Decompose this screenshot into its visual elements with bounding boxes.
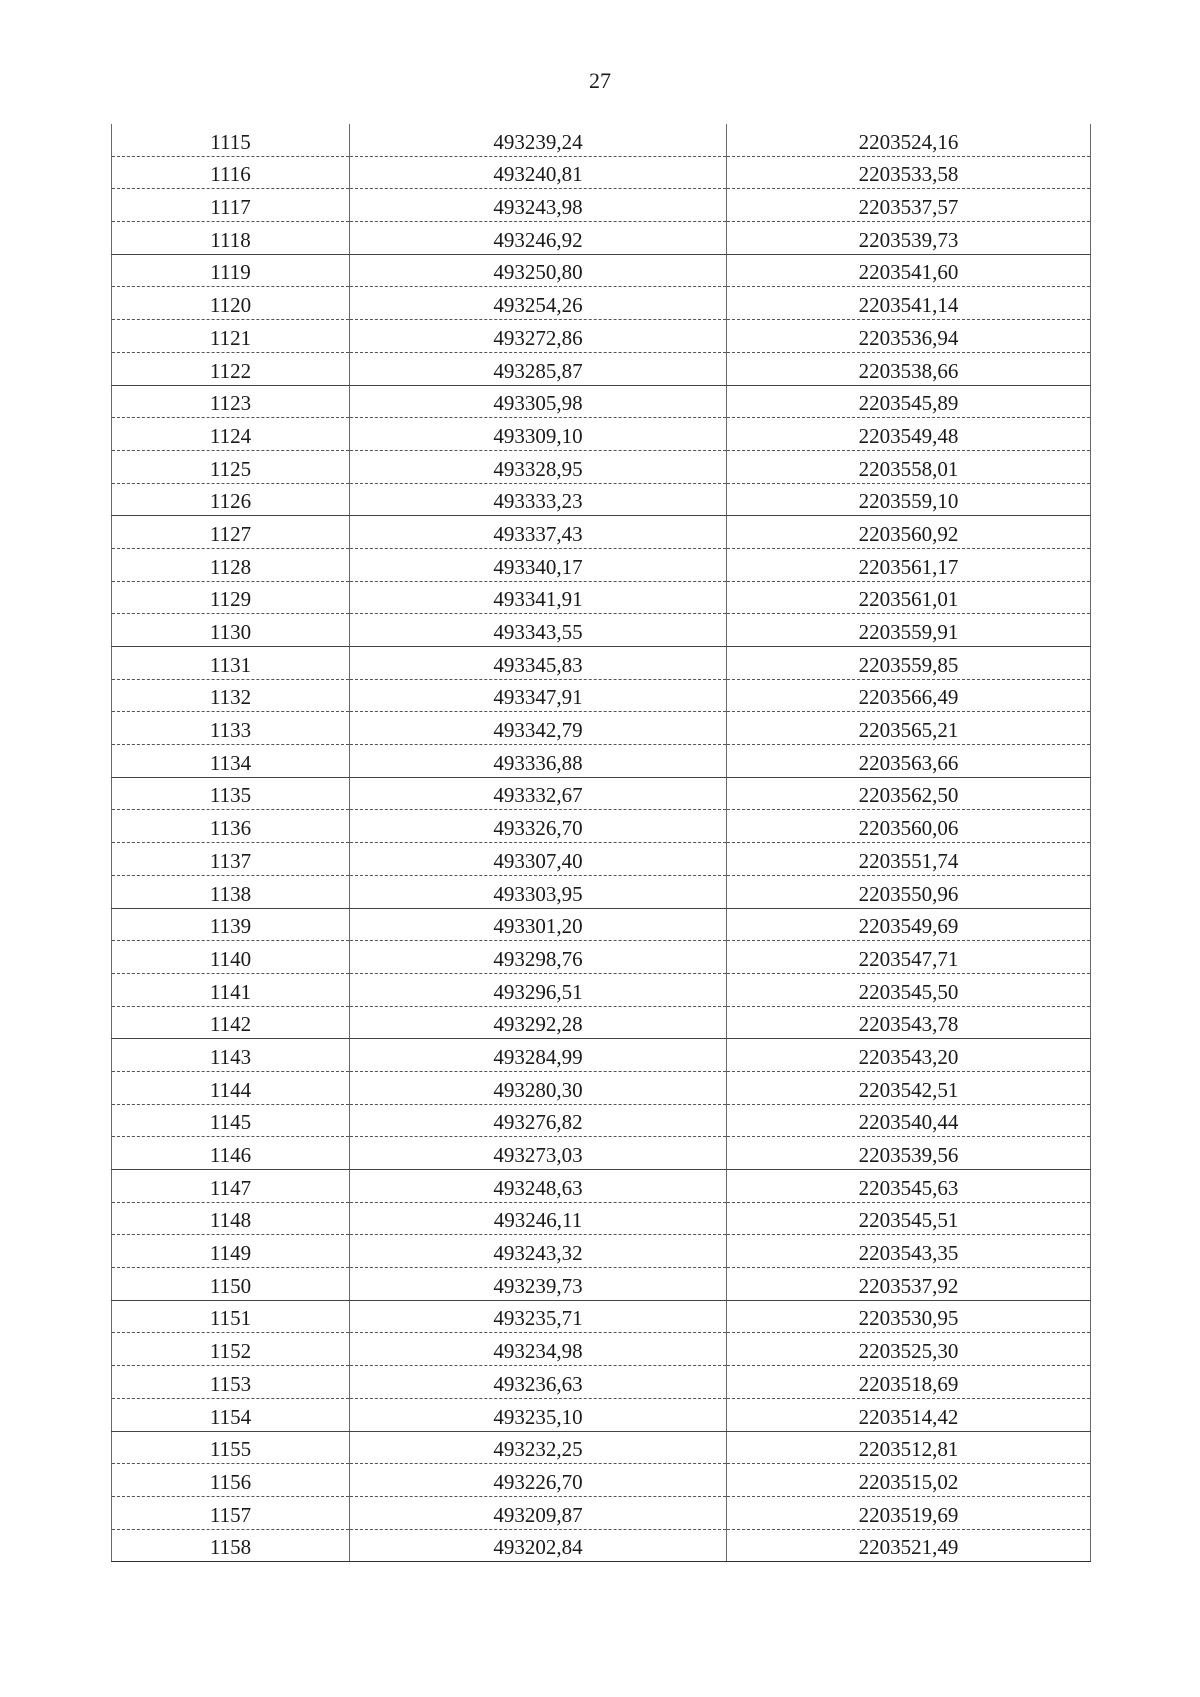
y-coordinate-cell: 2203543,35 <box>727 1235 1091 1268</box>
x-coordinate-cell: 493343,55 <box>350 614 727 647</box>
table-row <box>112 1300 1091 1333</box>
table-row <box>112 1366 1091 1399</box>
point-number-cell: 1138 <box>112 875 350 908</box>
table-row <box>112 1170 1091 1203</box>
point-number-cell: 1158 <box>112 1529 350 1562</box>
table-row <box>112 222 1091 255</box>
y-coordinate-cell: 2203559,85 <box>727 647 1091 680</box>
x-coordinate-cell: 493254,26 <box>350 287 727 320</box>
table-row <box>112 1529 1091 1562</box>
x-coordinate-cell: 493328,95 <box>350 450 727 483</box>
y-coordinate-cell: 2203512,81 <box>727 1431 1091 1464</box>
table-row <box>112 1268 1091 1301</box>
point-number-cell: 1156 <box>112 1464 350 1497</box>
y-coordinate-cell: 2203545,50 <box>727 973 1091 1006</box>
y-coordinate-cell: 2203521,49 <box>727 1529 1091 1562</box>
x-coordinate-cell: 493298,76 <box>350 941 727 974</box>
table-row <box>112 745 1091 778</box>
table-row <box>112 516 1091 549</box>
x-coordinate-cell: 493234,98 <box>350 1333 727 1366</box>
table-row <box>112 614 1091 647</box>
table-row <box>112 483 1091 516</box>
point-number-cell: 1146 <box>112 1137 350 1170</box>
point-number-cell: 1157 <box>112 1496 350 1529</box>
y-coordinate-cell: 2203530,95 <box>727 1300 1091 1333</box>
y-coordinate-cell: 2203539,56 <box>727 1137 1091 1170</box>
x-coordinate-cell: 493248,63 <box>350 1170 727 1203</box>
point-number-cell: 1125 <box>112 450 350 483</box>
table-row <box>112 1039 1091 1072</box>
point-number-cell: 1154 <box>112 1398 350 1431</box>
x-coordinate-cell: 493332,67 <box>350 777 727 810</box>
y-coordinate-cell: 2203566,49 <box>727 679 1091 712</box>
table-row <box>112 810 1091 843</box>
x-coordinate-cell: 493246,92 <box>350 222 727 255</box>
table-row <box>112 450 1091 483</box>
y-coordinate-cell: 2203518,69 <box>727 1366 1091 1399</box>
point-number-cell: 1127 <box>112 516 350 549</box>
coordinates-table-body <box>112 124 1091 1562</box>
point-number-cell: 1119 <box>112 254 350 287</box>
table-row <box>112 320 1091 353</box>
point-number-cell: 1155 <box>112 1431 350 1464</box>
table-row <box>112 1071 1091 1104</box>
y-coordinate-cell: 2203541,14 <box>727 287 1091 320</box>
y-coordinate-cell: 2203524,16 <box>727 124 1091 156</box>
x-coordinate-cell: 493232,25 <box>350 1431 727 1464</box>
x-coordinate-cell: 493296,51 <box>350 973 727 1006</box>
x-coordinate-cell: 493337,43 <box>350 516 727 549</box>
point-number-cell: 1148 <box>112 1202 350 1235</box>
table-row <box>112 254 1091 287</box>
x-coordinate-cell: 493243,32 <box>350 1235 727 1268</box>
x-coordinate-cell: 493235,10 <box>350 1398 727 1431</box>
table-row <box>112 647 1091 680</box>
x-coordinate-cell: 493340,17 <box>350 548 727 581</box>
table-row <box>112 679 1091 712</box>
x-coordinate-cell: 493341,91 <box>350 581 727 614</box>
table-row <box>112 973 1091 1006</box>
table-row <box>112 1006 1091 1039</box>
point-number-cell: 1135 <box>112 777 350 810</box>
table-row <box>112 189 1091 222</box>
point-number-cell: 1145 <box>112 1104 350 1137</box>
point-number-cell: 1133 <box>112 712 350 745</box>
x-coordinate-cell: 493326,70 <box>350 810 727 843</box>
table-row <box>112 418 1091 451</box>
y-coordinate-cell: 2203559,10 <box>727 483 1091 516</box>
point-number-cell: 1152 <box>112 1333 350 1366</box>
table-row <box>112 287 1091 320</box>
y-coordinate-cell: 2203543,20 <box>727 1039 1091 1072</box>
y-coordinate-cell: 2203565,21 <box>727 712 1091 745</box>
y-coordinate-cell: 2203545,51 <box>727 1202 1091 1235</box>
y-coordinate-cell: 2203519,69 <box>727 1496 1091 1529</box>
y-coordinate-cell: 2203560,92 <box>727 516 1091 549</box>
table-row <box>112 843 1091 876</box>
point-number-cell: 1147 <box>112 1170 350 1203</box>
point-number-cell: 1151 <box>112 1300 350 1333</box>
point-number-cell: 1149 <box>112 1235 350 1268</box>
table-row <box>112 875 1091 908</box>
point-number-cell: 1132 <box>112 679 350 712</box>
table-row <box>112 124 1091 156</box>
y-coordinate-cell: 2203537,57 <box>727 189 1091 222</box>
table-row <box>112 581 1091 614</box>
point-number-cell: 1123 <box>112 385 350 418</box>
x-coordinate-cell: 493347,91 <box>350 679 727 712</box>
x-coordinate-cell: 493342,79 <box>350 712 727 745</box>
y-coordinate-cell: 2203514,42 <box>727 1398 1091 1431</box>
y-coordinate-cell: 2203533,58 <box>727 156 1091 189</box>
table-row <box>112 385 1091 418</box>
x-coordinate-cell: 493303,95 <box>350 875 727 908</box>
point-number-cell: 1153 <box>112 1366 350 1399</box>
point-number-cell: 1131 <box>112 647 350 680</box>
x-coordinate-cell: 493333,23 <box>350 483 727 516</box>
y-coordinate-cell: 2203563,66 <box>727 745 1091 778</box>
point-number-cell: 1128 <box>112 548 350 581</box>
y-coordinate-cell: 2203562,50 <box>727 777 1091 810</box>
y-coordinate-cell: 2203536,94 <box>727 320 1091 353</box>
x-coordinate-cell: 493246,11 <box>350 1202 727 1235</box>
x-coordinate-cell: 493243,98 <box>350 189 727 222</box>
x-coordinate-cell: 493226,70 <box>350 1464 727 1497</box>
table-row <box>112 1104 1091 1137</box>
x-coordinate-cell: 493202,84 <box>350 1529 727 1562</box>
coordinates-table <box>111 124 1091 1562</box>
table-row <box>112 352 1091 385</box>
x-coordinate-cell: 493236,63 <box>350 1366 727 1399</box>
table-row <box>112 1333 1091 1366</box>
table-row <box>112 156 1091 189</box>
y-coordinate-cell: 2203537,92 <box>727 1268 1091 1301</box>
point-number-cell: 1142 <box>112 1006 350 1039</box>
y-coordinate-cell: 2203515,02 <box>727 1464 1091 1497</box>
x-coordinate-cell: 493307,40 <box>350 843 727 876</box>
y-coordinate-cell: 2203550,96 <box>727 875 1091 908</box>
x-coordinate-cell: 493301,20 <box>350 908 727 941</box>
x-coordinate-cell: 493250,80 <box>350 254 727 287</box>
y-coordinate-cell: 2203545,63 <box>727 1170 1091 1203</box>
table-row <box>112 1202 1091 1235</box>
point-number-cell: 1126 <box>112 483 350 516</box>
x-coordinate-cell: 493280,30 <box>350 1071 727 1104</box>
table-row <box>112 1496 1091 1529</box>
y-coordinate-cell: 2203558,01 <box>727 450 1091 483</box>
point-number-cell: 1136 <box>112 810 350 843</box>
point-number-cell: 1130 <box>112 614 350 647</box>
table-row <box>112 777 1091 810</box>
y-coordinate-cell: 2203541,60 <box>727 254 1091 287</box>
y-coordinate-cell: 2203559,91 <box>727 614 1091 647</box>
point-number-cell: 1134 <box>112 745 350 778</box>
y-coordinate-cell: 2203549,69 <box>727 908 1091 941</box>
point-number-cell: 1121 <box>112 320 350 353</box>
point-number-cell: 1141 <box>112 973 350 1006</box>
y-coordinate-cell: 2203549,48 <box>727 418 1091 451</box>
point-number-cell: 1137 <box>112 843 350 876</box>
table-row <box>112 712 1091 745</box>
table-row <box>112 941 1091 974</box>
x-coordinate-cell: 493292,28 <box>350 1006 727 1039</box>
table-row <box>112 548 1091 581</box>
table-row <box>112 908 1091 941</box>
x-coordinate-cell: 493309,10 <box>350 418 727 451</box>
x-coordinate-cell: 493284,99 <box>350 1039 727 1072</box>
x-coordinate-cell: 493272,86 <box>350 320 727 353</box>
x-coordinate-cell: 493305,98 <box>350 385 727 418</box>
y-coordinate-cell: 2203542,51 <box>727 1071 1091 1104</box>
table-row <box>112 1464 1091 1497</box>
x-coordinate-cell: 493273,03 <box>350 1137 727 1170</box>
y-coordinate-cell: 2203525,30 <box>727 1333 1091 1366</box>
x-coordinate-cell: 493285,87 <box>350 352 727 385</box>
x-coordinate-cell: 493209,87 <box>350 1496 727 1529</box>
point-number-cell: 1116 <box>112 156 350 189</box>
point-number-cell: 1144 <box>112 1071 350 1104</box>
point-number-cell: 1150 <box>112 1268 350 1301</box>
table-row <box>112 1431 1091 1464</box>
point-number-cell: 1115 <box>112 124 350 156</box>
point-number-cell: 1118 <box>112 222 350 255</box>
point-number-cell: 1120 <box>112 287 350 320</box>
y-coordinate-cell: 2203561,01 <box>727 581 1091 614</box>
table-row <box>112 1398 1091 1431</box>
y-coordinate-cell: 2203561,17 <box>727 548 1091 581</box>
x-coordinate-cell: 493276,82 <box>350 1104 727 1137</box>
table-row <box>112 1235 1091 1268</box>
x-coordinate-cell: 493240,81 <box>350 156 727 189</box>
x-coordinate-cell: 493239,73 <box>350 1268 727 1301</box>
y-coordinate-cell: 2203551,74 <box>727 843 1091 876</box>
x-coordinate-cell: 493336,88 <box>350 745 727 778</box>
y-coordinate-cell: 2203545,89 <box>727 385 1091 418</box>
y-coordinate-cell: 2203560,06 <box>727 810 1091 843</box>
point-number-cell: 1140 <box>112 941 350 974</box>
table-row <box>112 1137 1091 1170</box>
x-coordinate-cell: 493235,71 <box>350 1300 727 1333</box>
y-coordinate-cell: 2203547,71 <box>727 941 1091 974</box>
page-number: 27 <box>589 68 611 93</box>
x-coordinate-cell: 493345,83 <box>350 647 727 680</box>
y-coordinate-cell: 2203540,44 <box>727 1104 1091 1137</box>
x-coordinate-cell: 493239,24 <box>350 124 727 156</box>
point-number-cell: 1143 <box>112 1039 350 1072</box>
y-coordinate-cell: 2203538,66 <box>727 352 1091 385</box>
point-number-cell: 1124 <box>112 418 350 451</box>
point-number-cell: 1122 <box>112 352 350 385</box>
point-number-cell: 1117 <box>112 189 350 222</box>
point-number-cell: 1139 <box>112 908 350 941</box>
y-coordinate-cell: 2203543,78 <box>727 1006 1091 1039</box>
y-coordinate-cell: 2203539,73 <box>727 222 1091 255</box>
point-number-cell: 1129 <box>112 581 350 614</box>
